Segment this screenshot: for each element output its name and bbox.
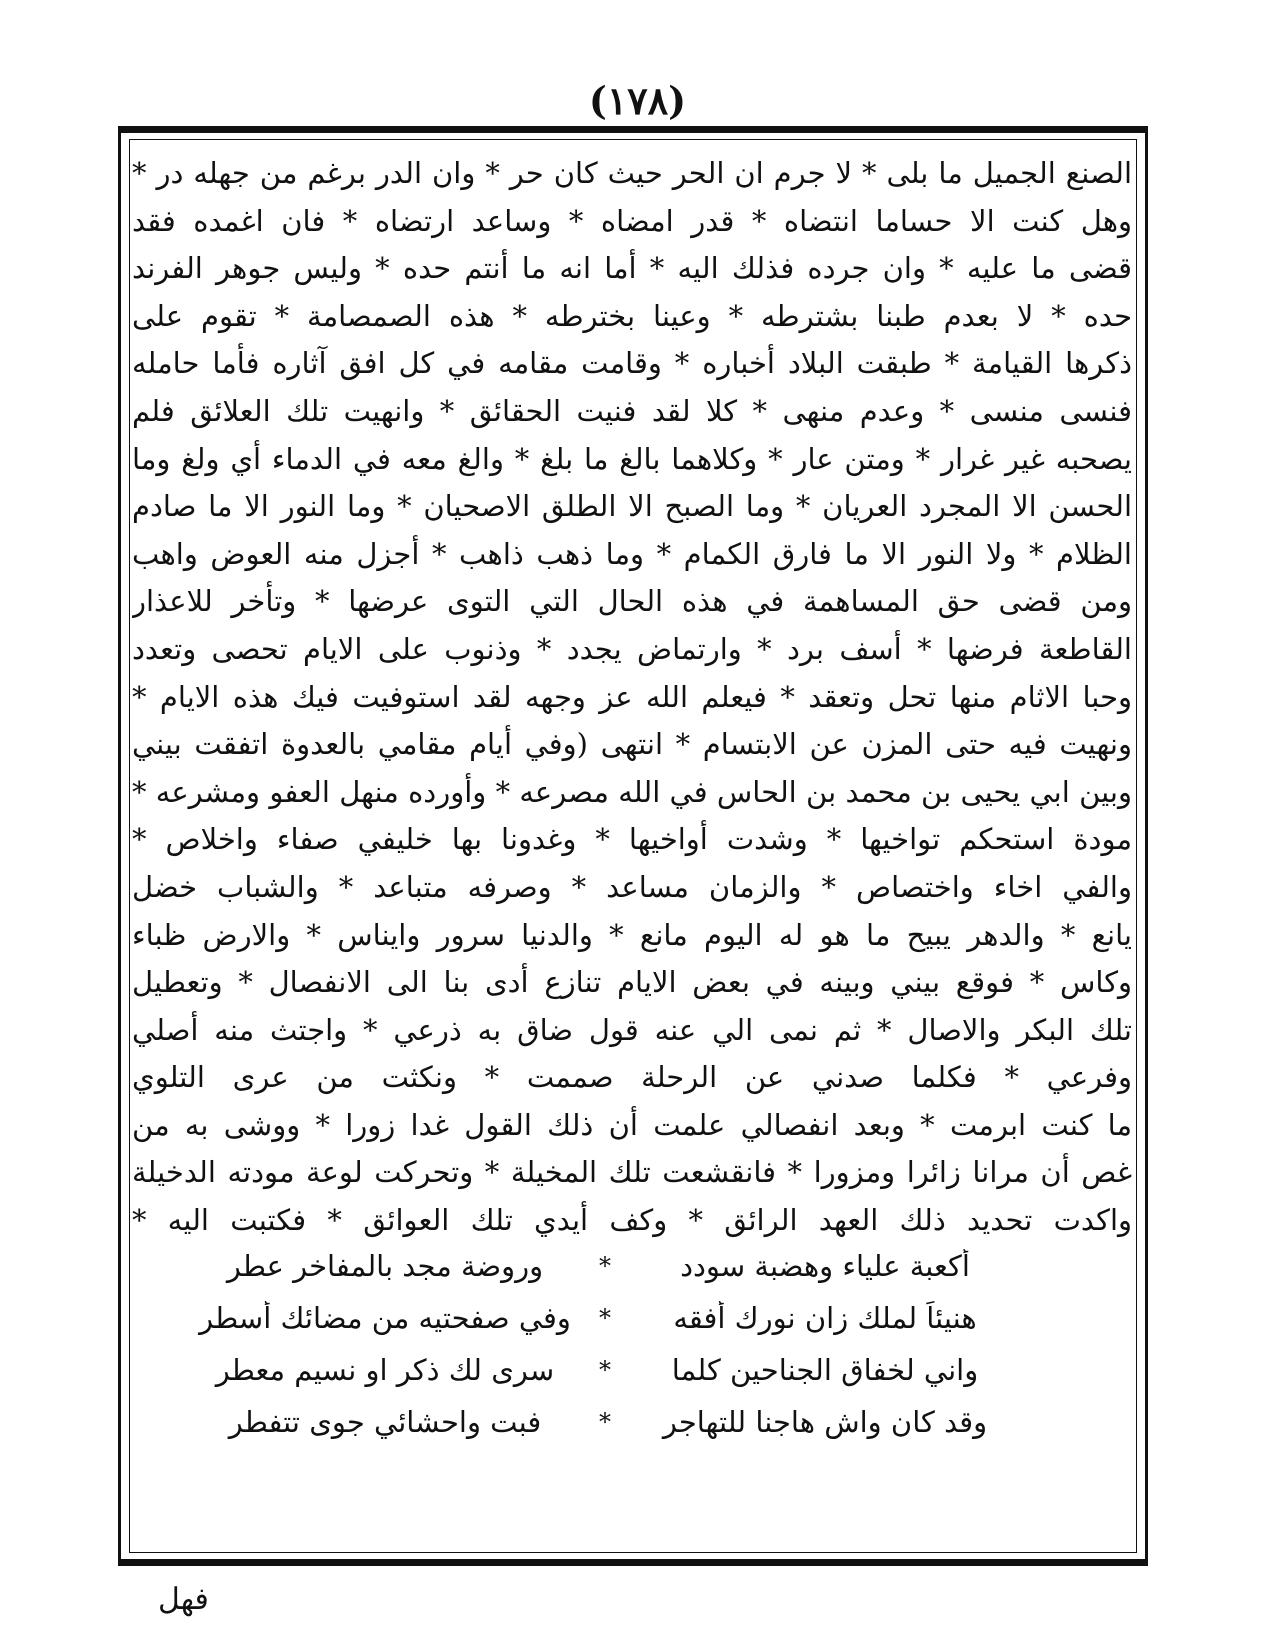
prose-text-block bbox=[132, 150, 1132, 1245]
prose-line: يانع * والدهر يبيح ما هو له اليوم مانع * والدنيا سرور وايناس * والارض ظباء bbox=[132, 917, 1132, 952]
prose-line: الصنع الجميل ما بلى * لا جرم ان الحر حيث كان حر * وان الدر برغم من جهله در * bbox=[132, 156, 1132, 190]
prose-line: ومن قضى حق المساهمة في هذه الحال التي التوى عرضها * وتأخر للاعذار bbox=[132, 584, 1132, 619]
prose-line: الظلام * ولا النور الا ما فارق الكمام * وما ذهب ذاهب * أجزل منه العوض واهب bbox=[132, 536, 1132, 571]
verse-second-hemistich: فبت واحشائي جوى تتفطر bbox=[228, 1405, 542, 1439]
prose-line: يصحبه غير غرار * ومتن عار * وكلاهما بالغ ما بلغ * والغ معه في الدماء أي ولغ وما bbox=[132, 441, 1132, 476]
prose-line: ما كنت ابرمت * وبعد انفصالي علمت أن ذلك القول غدا زورا * ووشى به من bbox=[132, 1107, 1132, 1142]
page-number: (١٧٨) bbox=[588, 78, 687, 123]
verse-first-hemistich: واني لخفاق الجناحين كلما bbox=[671, 1353, 979, 1387]
verse-separator: * bbox=[599, 1356, 611, 1384]
prose-line: وهل كنت الا حساما انتضاه * قدر امضاه * وساعد ارتضاه * فان اغمده فقد bbox=[132, 203, 1132, 238]
poem-verses bbox=[190, 1240, 1020, 1448]
prose-line: فنسى منسى * وعدم منهى * كلا لقد فنيت الحقائق * وانهيت تلك العلائق فلم bbox=[132, 393, 1132, 428]
verse-line bbox=[190, 1344, 1020, 1396]
catchword: فهل bbox=[158, 1582, 209, 1617]
verse-separator: * bbox=[599, 1408, 611, 1436]
prose-line: وفرعي * فكلما صدني عن الرحلة صممت * ونكثت من عرى التلوي bbox=[132, 1060, 1132, 1095]
prose-line: القاطعة فرضها * أسف برد * وارتماض يجدد * وذنوب على الايام تحصى وتعدد bbox=[132, 631, 1132, 666]
prose-line: واكدت تحديد ذلك العهد الرائق * وكف أيدي تلك العوائق * فكتبت اليه * bbox=[132, 1203, 1132, 1238]
prose-line: وكاس * فوقع بيني وبينه في بعض الايام تنازع أدى بنا الى الانفصال * وتعطيل bbox=[132, 965, 1132, 1000]
verse-separator: * bbox=[599, 1252, 611, 1280]
prose-line: حده * لا بعدم طبنا بشترطه * وعينا بخترطه * هذه الصمصامة * تقوم على bbox=[132, 298, 1132, 333]
prose-line: وبين ابي يحيى بن محمد بن الحاس في الله مصرعه * وأورده منهل العفو ومشرعه * bbox=[132, 774, 1132, 809]
verse-second-hemistich: وفي صفحتيه من مضائك أسطر bbox=[199, 1301, 571, 1335]
verse-first-hemistich: وقد كان واش هاجنا للتهاجر bbox=[662, 1405, 988, 1439]
verse-second-hemistich: وروضة مجد بالمفاخر عطر bbox=[226, 1249, 544, 1283]
verse-second-hemistich: سرى لك ذكر او نسيم معطر bbox=[215, 1353, 555, 1387]
verse-first-hemistich: هنيئاً لملك زان نورك أفقه bbox=[673, 1301, 977, 1335]
prose-line: غص أن مرانا زائرا ومزورا * فانقشعت تلك المخيلة * وتحركت لوعة مودته الدخيلة bbox=[132, 1155, 1132, 1190]
prose-line: والفي اخاء واختصاص * والزمان مساعد * وصرفه متباعد * والشباب خضل bbox=[132, 869, 1132, 904]
prose-line: الحسن الا المجرد العريان * وما الصبح الا الطلق الاصحيان * وما النور الا ما صادم bbox=[132, 489, 1132, 524]
prose-line: وحبا الاثام منها تحل وتعقد * فيعلم الله عز وجهه لقد استوفيت فيك هذه الايام * bbox=[132, 679, 1132, 714]
verse-line bbox=[190, 1396, 1020, 1448]
verse-separator: * bbox=[599, 1304, 611, 1332]
prose-line: قضى ما عليه * وان جرده فذلك اليه * أما انه ما أنتم حده * وليس جوهر الفرند bbox=[132, 251, 1132, 286]
verse-line bbox=[190, 1240, 1020, 1292]
prose-line: تلك البكر والاصال * ثم نمى الي عنه قول ضاق به ذرعي * واجتث منه أصلي bbox=[132, 1012, 1132, 1047]
prose-line: ذكرها القيامة * طبقت البلاد أخباره * وقامت مقامه في كل افق آثاره فأما حامله bbox=[132, 346, 1132, 381]
verse-line bbox=[190, 1292, 1020, 1344]
verse-first-hemistich: أكعبة علياء وهضبة سودد bbox=[680, 1249, 970, 1283]
prose-line: مودة استحكم تواخيها * وشدت أواخيها * وغدونا بها خليفي صفاء واخلاص * bbox=[132, 822, 1132, 857]
prose-line: ونهيت فيه حتى المزن عن الابتسام * انتهى (وفي أيام مقامي بالعدوة اتفقت بيني bbox=[132, 727, 1132, 762]
